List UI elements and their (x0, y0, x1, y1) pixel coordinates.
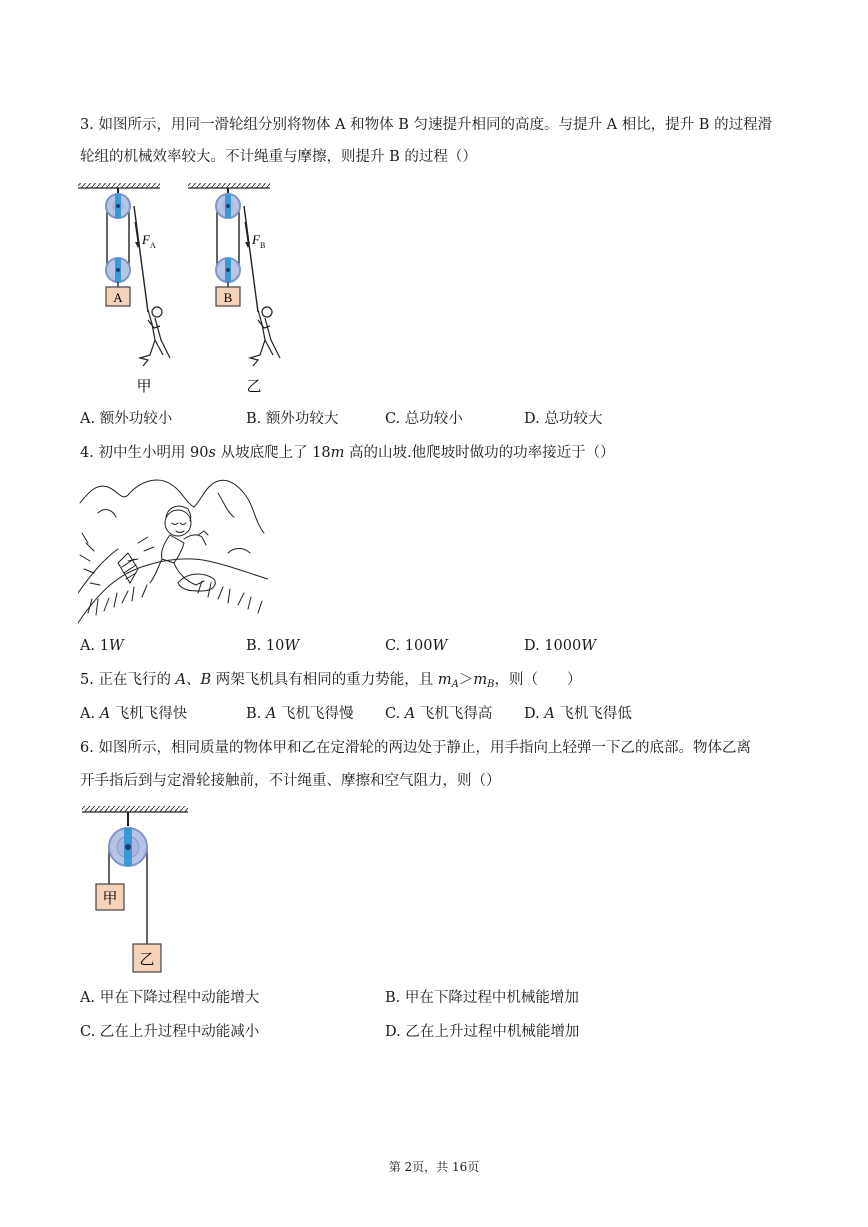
q6-option-c[interactable]: C. 乙在上升过程中动能减小 (80, 1024, 260, 1040)
q5-stem: 5. 正在飞行的 A、B 两架飞机具有相同的重力势能，且 $m_A>m_B$，则（ ） (80, 672, 582, 690)
q3-stem-line1: 3. 如图所示，用同一滑轮组分别将物体 A 和物体 B 匀速提升相同的高度。与提升 A 相比，提升 B 的过程滑 (80, 117, 773, 133)
q5-option-c[interactable]: C. A 飞机飞得高 (385, 706, 493, 722)
caption-a: 甲 (136, 377, 152, 395)
q4-option-b[interactable]: B. 10W (246, 638, 300, 654)
force-b-label: $F_B$ (252, 232, 266, 250)
box-yi-label: 乙 (139, 950, 155, 968)
q6-stem-line1: 6. 如图所示，相同质量的物体甲和乙在定滑轮的两边处于静止，用手指向上轻弹一下乙的底部。物体乙离 (80, 740, 751, 756)
q3-option-c[interactable]: C. 总功较小 (385, 411, 463, 427)
q6-option-b[interactable]: B. 甲在下降过程中机械能增加 (385, 990, 579, 1006)
caption-b: 乙 (246, 377, 262, 395)
q6-stem-line2: 开手指后到与定滑轮接触前，不计绳重、摩擦和空气阻力，则（） (80, 773, 501, 789)
q5-option-a[interactable]: A. A 飞机飞得快 (80, 706, 188, 722)
q4-option-a[interactable]: A. 1W (80, 638, 124, 654)
q3-option-b[interactable]: B. 额外功较大 (246, 411, 339, 427)
q3-option-d[interactable]: D. 总功较大 (524, 411, 603, 427)
q3-option-a[interactable]: A. 额外功较小 (80, 411, 173, 427)
pulley-system-a (78, 183, 170, 366)
q4-climbing-illustration (78, 473, 268, 625)
box-a-label: A (113, 290, 123, 305)
q6-fixed-pulley-figure (78, 802, 198, 980)
q6-option-d[interactable]: D. 乙在上升过程中机械能增加 (385, 1024, 580, 1040)
q4-option-c[interactable]: C. 100W (385, 638, 448, 654)
pulley-system-b (188, 183, 280, 366)
q5-option-d[interactable]: D. A 飞机飞得低 (524, 706, 632, 722)
q4-option-d[interactable]: D. 1000W (524, 638, 597, 654)
page-footer: 第 2页，共 16页 (388, 1160, 480, 1174)
q4-stem: 4. 初中生小明用 90s 从坡底爬上了 18m 高的山坡.他爬坡时做功的功率接近于（） (80, 445, 615, 461)
q5-option-b[interactable]: B. A 飞机飞得慢 (246, 706, 354, 722)
q3-pulley-figure (78, 180, 308, 395)
box-b-label: B (223, 290, 233, 305)
q6-option-a[interactable]: A. 甲在下降过程中动能增大 (80, 990, 260, 1006)
box-jia-label: 甲 (102, 889, 118, 907)
q3-stem-line2: 轮组的机械效率较大。不计绳重与摩擦，则提升 B 的过程（） (80, 149, 477, 165)
force-a-label: $F_A$ (142, 232, 156, 250)
